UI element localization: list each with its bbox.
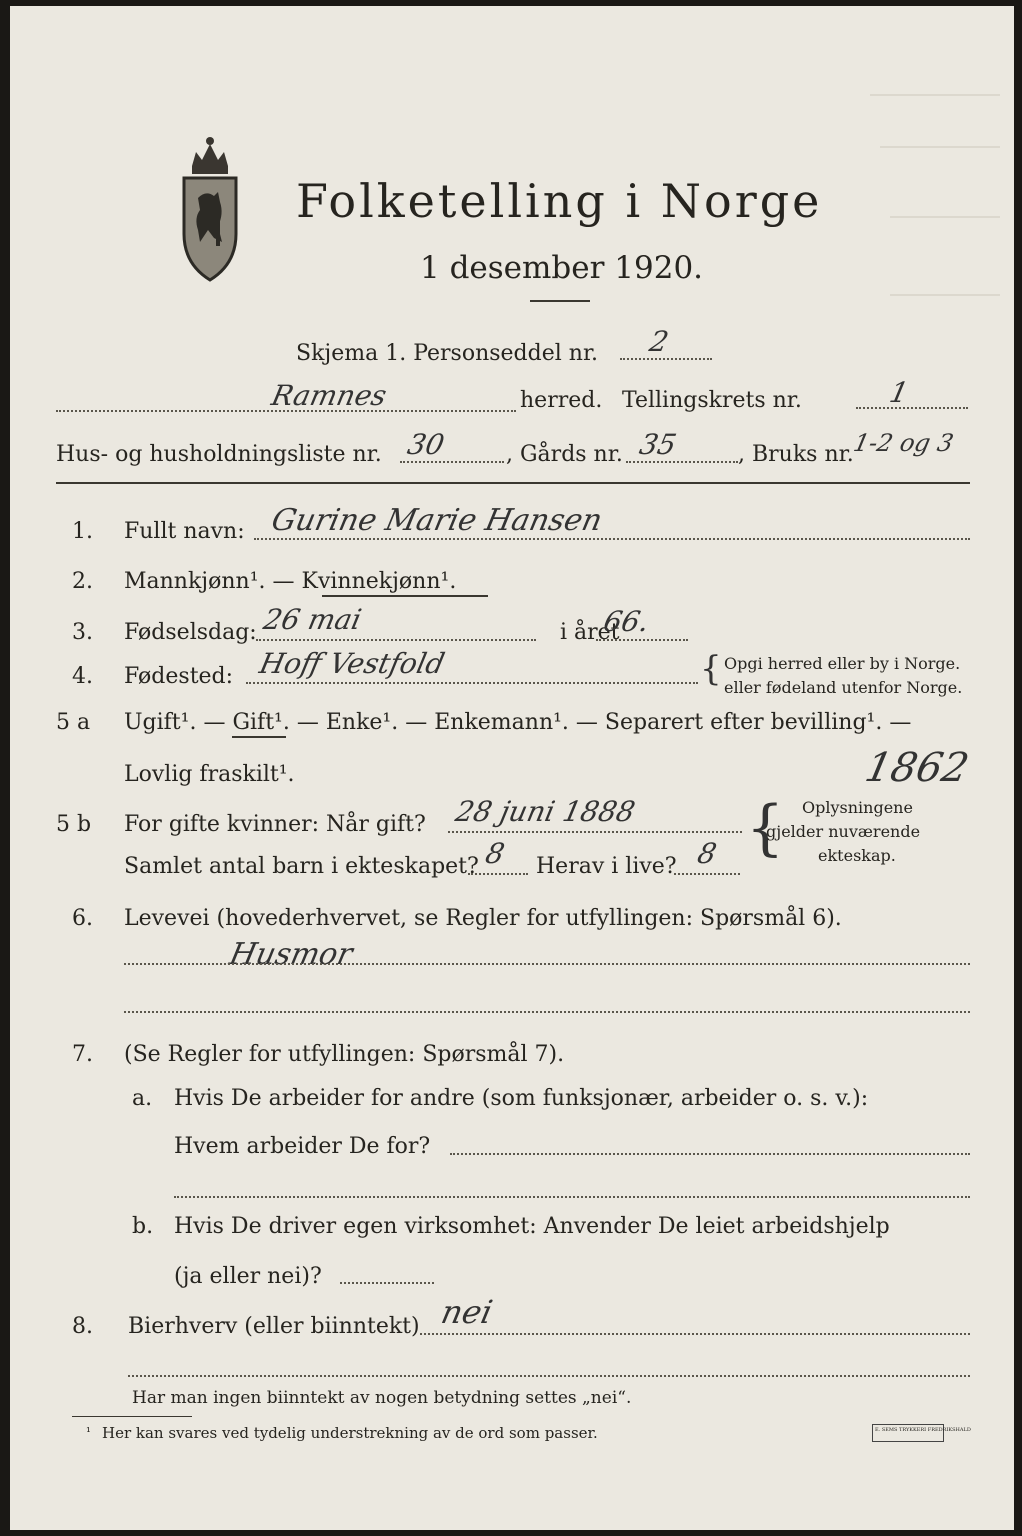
- q5a-number: 5 a: [56, 710, 91, 735]
- q6-number: 6.: [72, 906, 93, 931]
- q4-note-line1: Opgi herred eller by i Norge.: [724, 654, 961, 673]
- tellingskrets-label: Tellingskrets nr.: [622, 388, 802, 413]
- q8-field-line: [420, 1333, 970, 1335]
- skjema-value[interactable]: 2: [646, 325, 672, 358]
- q5b-field-line: [448, 831, 742, 833]
- q2-gender-options: Mannkjønn¹. — Kvinnekjønn¹.: [124, 569, 457, 594]
- q8-label: Bierhverv (eller biinntekt): [128, 1314, 420, 1339]
- header-rule: [56, 482, 970, 484]
- skjema-label: Skjema 1. Personseddel nr.: [296, 341, 599, 366]
- q5b-note-line3: ekteskap.: [818, 846, 896, 865]
- census-form-sheet: [10, 6, 1014, 1530]
- q5b-note-line2: gjelder nuværende: [766, 822, 921, 841]
- q5b-marriage-date-value[interactable]: 28 juni 1888: [452, 795, 639, 828]
- nei-instruction: Har man ingen biinntekt av nogen betydning settes „nei“.: [132, 1388, 632, 1408]
- q5a-selection-underline: [232, 736, 286, 738]
- q4-field-line: [246, 682, 698, 684]
- q5b-alive-field-line: [674, 873, 740, 875]
- q4-number: 4.: [72, 664, 93, 689]
- q1-number: 1.: [72, 519, 93, 544]
- tellingskrets-value[interactable]: 1: [886, 376, 912, 409]
- q3-label: Fødselsdag:: [124, 620, 257, 645]
- census-date: 1 desember 1920.: [420, 250, 704, 286]
- q5b-note-line1: Oplysningene: [802, 798, 913, 817]
- form-title: Folketelling i Norge: [296, 174, 823, 228]
- q4-birthplace-value[interactable]: Hoff Vestfold: [256, 647, 448, 680]
- gards-value[interactable]: 35: [636, 428, 680, 461]
- herred-label: herred.: [520, 388, 603, 413]
- hus-field-line: [400, 461, 504, 463]
- q7-number: 7.: [72, 1042, 93, 1067]
- q5a-marital-options-cont: Lovlig fraskilt¹.: [124, 762, 295, 787]
- gards-label: , Gårds nr.: [506, 442, 623, 467]
- footnote-rule: [72, 1416, 192, 1417]
- q1-field-line: [254, 538, 970, 540]
- q5a-marital-options: Ugift¹. — Gift¹. — Enke¹. — Enkemann¹. — Separert efter bevilling¹. —: [124, 710, 912, 735]
- q7a-employer-field-line: [450, 1153, 970, 1155]
- footnote-text: Her kan svares ved tydelig understrekning av de ord som passer.: [102, 1424, 598, 1442]
- q6-occupation-value[interactable]: Husmor: [226, 937, 356, 972]
- bruks-value[interactable]: 1-2 og 3: [851, 429, 956, 457]
- q4-label: Fødested:: [124, 664, 234, 689]
- q5b-alive-label: Herav i live?: [536, 854, 677, 879]
- bruks-label: , Bruks nr.: [738, 442, 854, 467]
- q7b-question: Hvis De driver egen virksomhet: Anvender De leiet arbeidshjelp: [174, 1214, 890, 1239]
- q7a-number: a.: [132, 1086, 153, 1111]
- norwegian-coat-of-arms-icon: [178, 134, 242, 284]
- q3-year-field-line: [596, 639, 688, 641]
- q5b-children-label: Samlet antal barn i ekteskapet?: [124, 854, 479, 879]
- q7b-yes-no-field-line: [340, 1282, 434, 1284]
- q5b-alive-value[interactable]: 8: [694, 837, 720, 870]
- q7a-field-line-2: [174, 1196, 970, 1198]
- q6-label: Levevei (hovederhvervet, se Regler for utfyllingen: Spørsmål 6).: [124, 906, 842, 931]
- q7b-yes-no-label: (ja eller nei)?: [174, 1264, 322, 1289]
- q2-selection-underline: [322, 595, 488, 597]
- q8-field-line-2: [128, 1375, 970, 1377]
- q7-label: (Se Regler for utfyllingen: Spørsmål 7).: [124, 1042, 565, 1067]
- q4-note-brace: {: [700, 649, 722, 689]
- printer-mark: [872, 1424, 971, 1442]
- gards-field-line: [626, 461, 738, 463]
- q3-year-value[interactable]: 66.: [600, 605, 653, 638]
- q7b-number: b.: [132, 1214, 154, 1239]
- q3-year-label: i året: [560, 620, 620, 645]
- printer-mark-text: E. SEMS TRYKKERI FREDRIKSHALD: [875, 1427, 971, 1433]
- tellingskrets-field-line: [856, 407, 968, 409]
- q7a-question: Hvis De arbeider for andre (som funksjonær, arbeider o. s. v.):: [174, 1086, 869, 1111]
- q5b-note-brace: {: [746, 793, 785, 863]
- title-divider: [530, 300, 590, 302]
- q1-full-name-value[interactable]: Gurine Marie Hansen: [268, 503, 606, 538]
- hus-label: Hus- og husholdningsliste nr.: [56, 442, 382, 467]
- q5b-label: For gifte kvinner: Når gift?: [124, 812, 426, 837]
- herred-value[interactable]: Ramnes: [268, 379, 390, 412]
- q6-field-line-2: [124, 1011, 970, 1013]
- q1-label: Fullt navn:: [124, 519, 245, 544]
- skjema-field-line: [620, 358, 712, 360]
- q5b-children-field-line: [468, 873, 528, 875]
- q5b-children-value[interactable]: 8: [482, 837, 508, 870]
- hus-value[interactable]: 30: [404, 428, 448, 461]
- q8-number: 8.: [72, 1314, 93, 1339]
- q6-field-line-1: [124, 963, 970, 965]
- q5a-margin-year[interactable]: 1862: [861, 745, 973, 791]
- q7a-employer-label: Hvem arbeider De for?: [174, 1134, 431, 1159]
- q5b-number: 5 b: [56, 812, 92, 837]
- q4-note-line2: eller fødeland utenfor Norge.: [724, 678, 963, 697]
- footnote-marker: ¹: [86, 1425, 91, 1439]
- q2-number: 2.: [72, 569, 93, 594]
- q3-number: 3.: [72, 620, 93, 645]
- q8-side-income-value[interactable]: nei: [437, 1293, 496, 1331]
- q3-field-line: [256, 639, 536, 641]
- q3-birthday-value[interactable]: 26 mai: [260, 603, 365, 636]
